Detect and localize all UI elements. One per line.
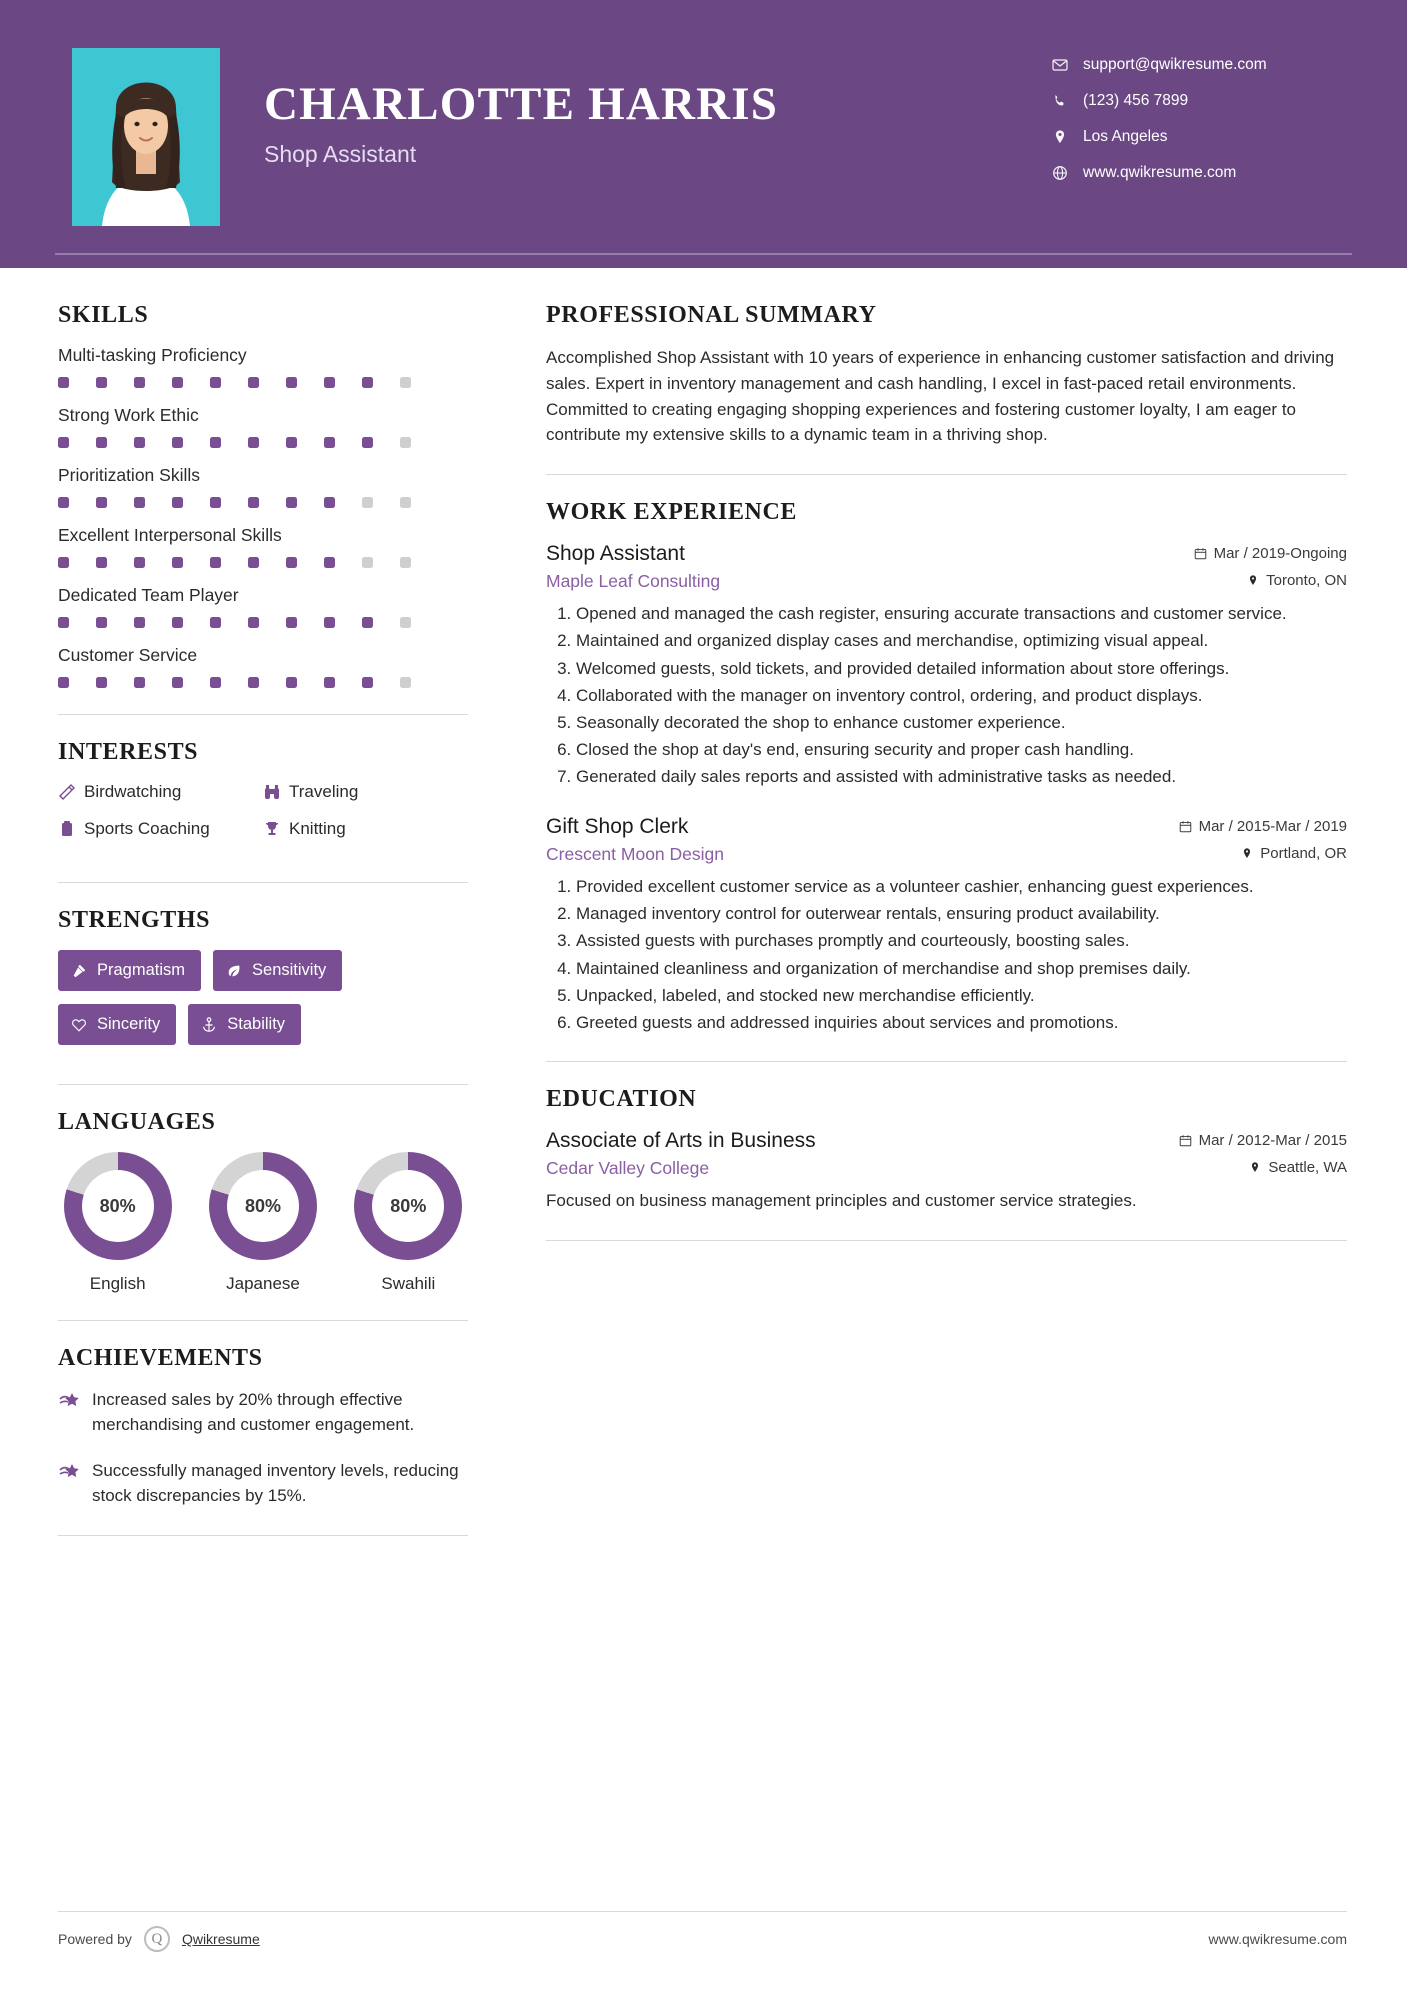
skill-rating-dot	[400, 677, 411, 688]
experience-title: Shop Assistant	[546, 542, 685, 566]
skill-label: Prioritization Skills	[58, 465, 200, 485]
interest-label: Sports Coaching	[84, 819, 210, 838]
skill-rating-dot	[248, 437, 259, 448]
contact-phone[interactable]	[1047, 92, 1347, 110]
strengths-heading: STRENGTHS	[58, 907, 211, 933]
skill-rating-dot	[362, 557, 373, 568]
language-percent: 80%	[372, 1170, 444, 1242]
language-label: English	[89, 1274, 146, 1293]
skills-heading: SKILLS	[58, 302, 149, 328]
skill-rating-dot	[134, 557, 145, 568]
skill-rating-dot	[210, 497, 221, 508]
skill-rating-dot	[362, 677, 373, 688]
education-description: Focused on business management principles and customer service strategies.	[546, 1190, 1137, 1210]
qwikresume-link[interactable]: Qwikresume	[181, 1931, 260, 1947]
experience-bullet: 4. Maintained cleanliness and organization of merchandise and shop premises daily.	[576, 957, 1347, 981]
achievement-item	[58, 1388, 468, 1437]
experience-bullet: 5. Seasonally decorated the shop to enhance customer experience.	[576, 711, 1347, 735]
divider	[546, 1061, 1347, 1062]
education-heading: EDUCATION	[546, 1085, 697, 1112]
skill-rating-dot	[210, 617, 221, 628]
experience-section	[546, 499, 1347, 1035]
divider	[546, 1240, 1347, 1241]
hammer-icon	[71, 963, 87, 979]
strength-chip	[188, 1004, 301, 1045]
trophy-icon	[263, 820, 289, 838]
skill-rating-dot	[172, 677, 183, 688]
experience-date: Mar / 2019-Ongoing	[1194, 545, 1347, 562]
location-pin-icon	[1241, 847, 1253, 860]
education-header	[546, 1129, 1347, 1153]
sports-icon	[58, 820, 84, 838]
contact-website-text: www.qwikresume.com	[1083, 164, 1237, 181]
education-date: Mar / 2012-Mar / 2015	[1179, 1132, 1347, 1149]
languages-heading: LANGUAGES	[58, 1109, 216, 1135]
skill-rating-dot	[324, 677, 335, 688]
experience-bullet: 3. Welcomed guests, sold tickets, and provided detailed information about store offerings.	[576, 657, 1347, 681]
experience-subheader	[546, 844, 1347, 865]
footer-website[interactable]: www.qwikresume.com	[1208, 1931, 1347, 1947]
skill-rating-dot	[58, 497, 69, 508]
contact-phone-text: (123) 456 7899	[1083, 92, 1189, 109]
skill-rating-dot	[362, 377, 373, 388]
language-label: Japanese	[226, 1274, 300, 1293]
education-school: Cedar Valley College	[546, 1157, 710, 1178]
interest-item	[58, 782, 263, 802]
experience-bullet: 1. Provided excellent customer service as a volunteer cashier, enhancing guest experiences.	[576, 875, 1347, 899]
language-percent: 80%	[82, 1170, 154, 1242]
contact-email[interactable]	[1047, 56, 1347, 74]
skill-rating-dot	[172, 557, 183, 568]
experience-header	[546, 815, 1347, 839]
skill-rating-dot	[362, 437, 373, 448]
strength-label: Stability	[227, 1015, 286, 1033]
skill-rating-dot	[172, 377, 183, 388]
experience-company: Maple Leaf Consulting	[546, 571, 721, 592]
skill-rating-dot	[58, 677, 69, 688]
skill-rating-dot	[210, 437, 221, 448]
experience-title: Gift Shop Clerk	[546, 815, 689, 839]
experience-bullet: 4. Collaborated with the manager on inventory control, ordering, and product displays.	[576, 684, 1347, 708]
skill-rating-dot	[134, 677, 145, 688]
skill-rating-dot	[400, 377, 411, 388]
interest-item	[263, 819, 468, 839]
skill-rating-dot	[286, 497, 297, 508]
languages-list	[58, 1152, 468, 1294]
experience-entry	[546, 815, 1347, 1035]
skill-rating-dot	[134, 377, 145, 388]
skill-rating-dot	[400, 437, 411, 448]
skill-rating-dot	[248, 557, 259, 568]
summary-section	[546, 302, 1347, 448]
skill-rating-dot	[58, 617, 69, 628]
experience-heading: WORK EXPERIENCE	[546, 499, 798, 526]
powered-by-label: Powered by	[58, 1931, 132, 1947]
achievement-text: Increased sales by 20% through effective merchandising and customer engagement.	[92, 1390, 415, 1434]
skill-rating-dot	[286, 377, 297, 388]
star-badge-icon	[58, 1388, 92, 1437]
experience-bullet: 2. Managed inventory control for outerwear rentals, ensuring product availability.	[576, 902, 1347, 926]
language-item	[349, 1152, 468, 1294]
skill-rating-dot	[248, 377, 259, 388]
experience-bullets	[546, 602, 1347, 789]
left-column	[58, 302, 498, 1560]
strength-label: Sensitivity	[252, 961, 327, 979]
education-entry	[546, 1129, 1347, 1214]
calendar-icon	[1179, 820, 1192, 833]
mail-icon	[1047, 57, 1073, 73]
interest-item	[58, 819, 263, 839]
header-divider	[55, 253, 1352, 255]
avatar	[72, 48, 220, 226]
skills-section	[58, 302, 468, 688]
skill-rating-dot	[210, 677, 221, 688]
location-pin-icon	[1249, 1161, 1261, 1174]
resume-header	[0, 0, 1407, 268]
skill-rating-dot	[172, 497, 183, 508]
experience-bullet: 6. Greeted guests and addressed inquiries about services and promotions.	[576, 1011, 1347, 1035]
experience-company: Crescent Moon Design	[546, 844, 724, 865]
interests-heading: INTERESTS	[58, 739, 199, 765]
interest-label: Knitting	[289, 819, 346, 838]
interest-label: Traveling	[289, 782, 359, 801]
skill-rating-dot	[172, 617, 183, 628]
resume-body	[0, 268, 1407, 1560]
experience-bullet: 1. Opened and managed the cash register, ensuring accurate transactions and customer service.	[576, 602, 1347, 626]
achievement-text: Successfully managed inventory levels, reducing stock discrepancies by 15%.	[92, 1461, 459, 1505]
anchor-icon	[201, 1017, 217, 1033]
right-column	[498, 302, 1347, 1560]
language-item	[203, 1152, 322, 1294]
skill-rating-dot	[400, 497, 411, 508]
education-section	[546, 1086, 1347, 1214]
name-block	[264, 48, 1047, 168]
language-progress-ring	[209, 1152, 317, 1260]
skill-rating-dot	[286, 557, 297, 568]
achievements-heading: ACHIEVEMENTS	[58, 1345, 263, 1371]
skill-label: Multi-tasking Proficiency	[58, 345, 247, 365]
interest-label: Birdwatching	[84, 782, 182, 801]
experience-bullet: 6. Closed the shop at day's end, ensuring security and proper cash handling.	[576, 738, 1347, 762]
experience-header	[546, 542, 1347, 566]
calendar-icon	[1179, 1134, 1192, 1147]
contact-location-text: Los Angeles	[1083, 128, 1168, 145]
languages-section	[58, 1109, 468, 1294]
page-title: CHARLOTTE HARRIS	[264, 78, 779, 130]
skill-rating-dot	[58, 377, 69, 388]
skill-rating-dot	[286, 677, 297, 688]
language-label: Swahili	[381, 1274, 436, 1293]
skill-rating-dot	[172, 437, 183, 448]
star-badge-icon	[58, 1459, 92, 1508]
calendar-icon	[1194, 547, 1207, 560]
experience-entry	[546, 542, 1347, 789]
portrait-photo-icon	[72, 48, 220, 226]
skill-rating-dot	[210, 377, 221, 388]
education-degree: Associate of Arts in Business	[546, 1128, 816, 1152]
divider	[58, 1084, 468, 1085]
skill-rating-dot	[286, 617, 297, 628]
experience-bullet: 7. Generated daily sales reports and assisted with administrative tasks as needed.	[576, 765, 1347, 789]
skill-rating	[58, 497, 468, 508]
skill-label: Strong Work Ethic	[58, 405, 199, 425]
skill-rating-dot	[134, 497, 145, 508]
skill-rating	[58, 437, 468, 448]
experience-bullet: 5. Unpacked, labeled, and stocked new merchandise efficiently.	[576, 984, 1347, 1008]
contact-location	[1047, 128, 1347, 146]
skill-rating-dot	[324, 617, 335, 628]
skill-rating-dot	[96, 497, 107, 508]
language-percent: 80%	[227, 1170, 299, 1242]
interests-list	[58, 782, 468, 856]
strengths-list	[58, 950, 468, 1058]
achievements-list	[58, 1388, 468, 1509]
experience-bullet: 3. Assisted guests with purchases promptly and courteously, boosting sales.	[576, 929, 1347, 953]
skill-rating-dot	[400, 557, 411, 568]
strengths-section	[58, 907, 468, 1058]
strength-label: Pragmatism	[97, 961, 186, 979]
education-subheader	[546, 1158, 1347, 1179]
phone-icon	[1047, 93, 1073, 109]
skill-rating	[58, 557, 468, 568]
location-pin-icon	[1247, 574, 1259, 587]
skill-label: Dedicated Team Player	[58, 585, 239, 605]
jobs-list	[546, 542, 1347, 1035]
skill-rating-dot	[96, 677, 107, 688]
language-progress-ring	[354, 1152, 462, 1260]
heart-icon	[71, 1017, 87, 1033]
contact-list	[1047, 48, 1347, 200]
education-list	[546, 1129, 1347, 1214]
experience-subheader	[546, 571, 1347, 592]
strength-label: Sincerity	[97, 1015, 161, 1033]
skill-rating-dot	[58, 437, 69, 448]
skill-rating-dot	[286, 437, 297, 448]
experience-location: Toronto, ON	[1247, 572, 1347, 589]
summary-heading: PROFESSIONAL SUMMARY	[546, 302, 877, 328]
divider	[58, 1320, 468, 1321]
skill-label: Excellent Interpersonal Skills	[58, 525, 282, 545]
strength-chip	[213, 950, 342, 991]
job-role-subtitle: Shop Assistant	[264, 141, 417, 168]
skills-list	[58, 345, 468, 688]
experience-date: Mar / 2015-Mar / 2019	[1179, 818, 1347, 835]
divider	[546, 474, 1347, 475]
skill-rating-dot	[210, 557, 221, 568]
skill-rating-dot	[248, 617, 259, 628]
achievement-item	[58, 1459, 468, 1508]
skill-rating-dot	[96, 377, 107, 388]
experience-bullets	[546, 875, 1347, 1035]
divider	[58, 714, 468, 715]
qwikresume-logo-icon: Q	[144, 1926, 170, 1952]
summary-text: Accomplished Shop Assistant with 10 years of experience in enhancing customer satisfaction and driving sales. Expert in inventory management and cash handling, I excel in fast-paced retail environments. Committed to creating engaging shopping experiences and fostering customer loyalty, I am eager to contribute my extensive skills to a dynamic team in a thriving shop.	[546, 348, 1335, 445]
skill-rating-dot	[324, 377, 335, 388]
footer-divider	[58, 1911, 1347, 1912]
interests-section	[58, 739, 468, 856]
skill-rating-dot	[134, 617, 145, 628]
experience-location: Portland, OR	[1241, 845, 1347, 862]
skill-rating-dot	[58, 557, 69, 568]
language-item	[58, 1152, 177, 1294]
contact-email-text: support@qwikresume.com	[1083, 56, 1267, 73]
skill-rating-dot	[324, 437, 335, 448]
skill-rating-dot	[362, 497, 373, 508]
binoculars-icon	[263, 783, 289, 801]
location-pin-icon	[1047, 129, 1073, 145]
skill-rating	[58, 377, 468, 388]
skill-rating-dot	[324, 557, 335, 568]
divider	[58, 1535, 468, 1536]
skill-rating	[58, 617, 468, 628]
contact-website[interactable]	[1047, 164, 1347, 182]
footer-brand	[58, 1926, 260, 1952]
divider	[58, 882, 468, 883]
skill-rating-dot	[248, 497, 259, 508]
skill-label: Customer Service	[58, 645, 198, 665]
strength-chip	[58, 950, 201, 991]
skill-rating-dot	[324, 497, 335, 508]
globe-icon	[1047, 165, 1073, 181]
footer	[58, 1926, 1347, 1952]
skill-rating-dot	[96, 617, 107, 628]
bird-icon	[58, 783, 84, 801]
strength-chip	[58, 1004, 176, 1045]
achievements-section	[58, 1345, 468, 1509]
skill-rating-dot	[248, 677, 259, 688]
skill-rating	[58, 677, 468, 688]
skill-rating-dot	[400, 617, 411, 628]
education-location: Seattle, WA	[1249, 1159, 1347, 1176]
language-progress-ring	[64, 1152, 172, 1260]
experience-bullet: 2. Maintained and organized display cases and merchandise, optimizing visual appeal.	[576, 629, 1347, 653]
skill-rating-dot	[96, 557, 107, 568]
leaf-icon	[226, 963, 242, 979]
skill-rating-dot	[96, 437, 107, 448]
interest-item	[263, 782, 468, 802]
skill-rating-dot	[362, 617, 373, 628]
skill-rating-dot	[134, 437, 145, 448]
